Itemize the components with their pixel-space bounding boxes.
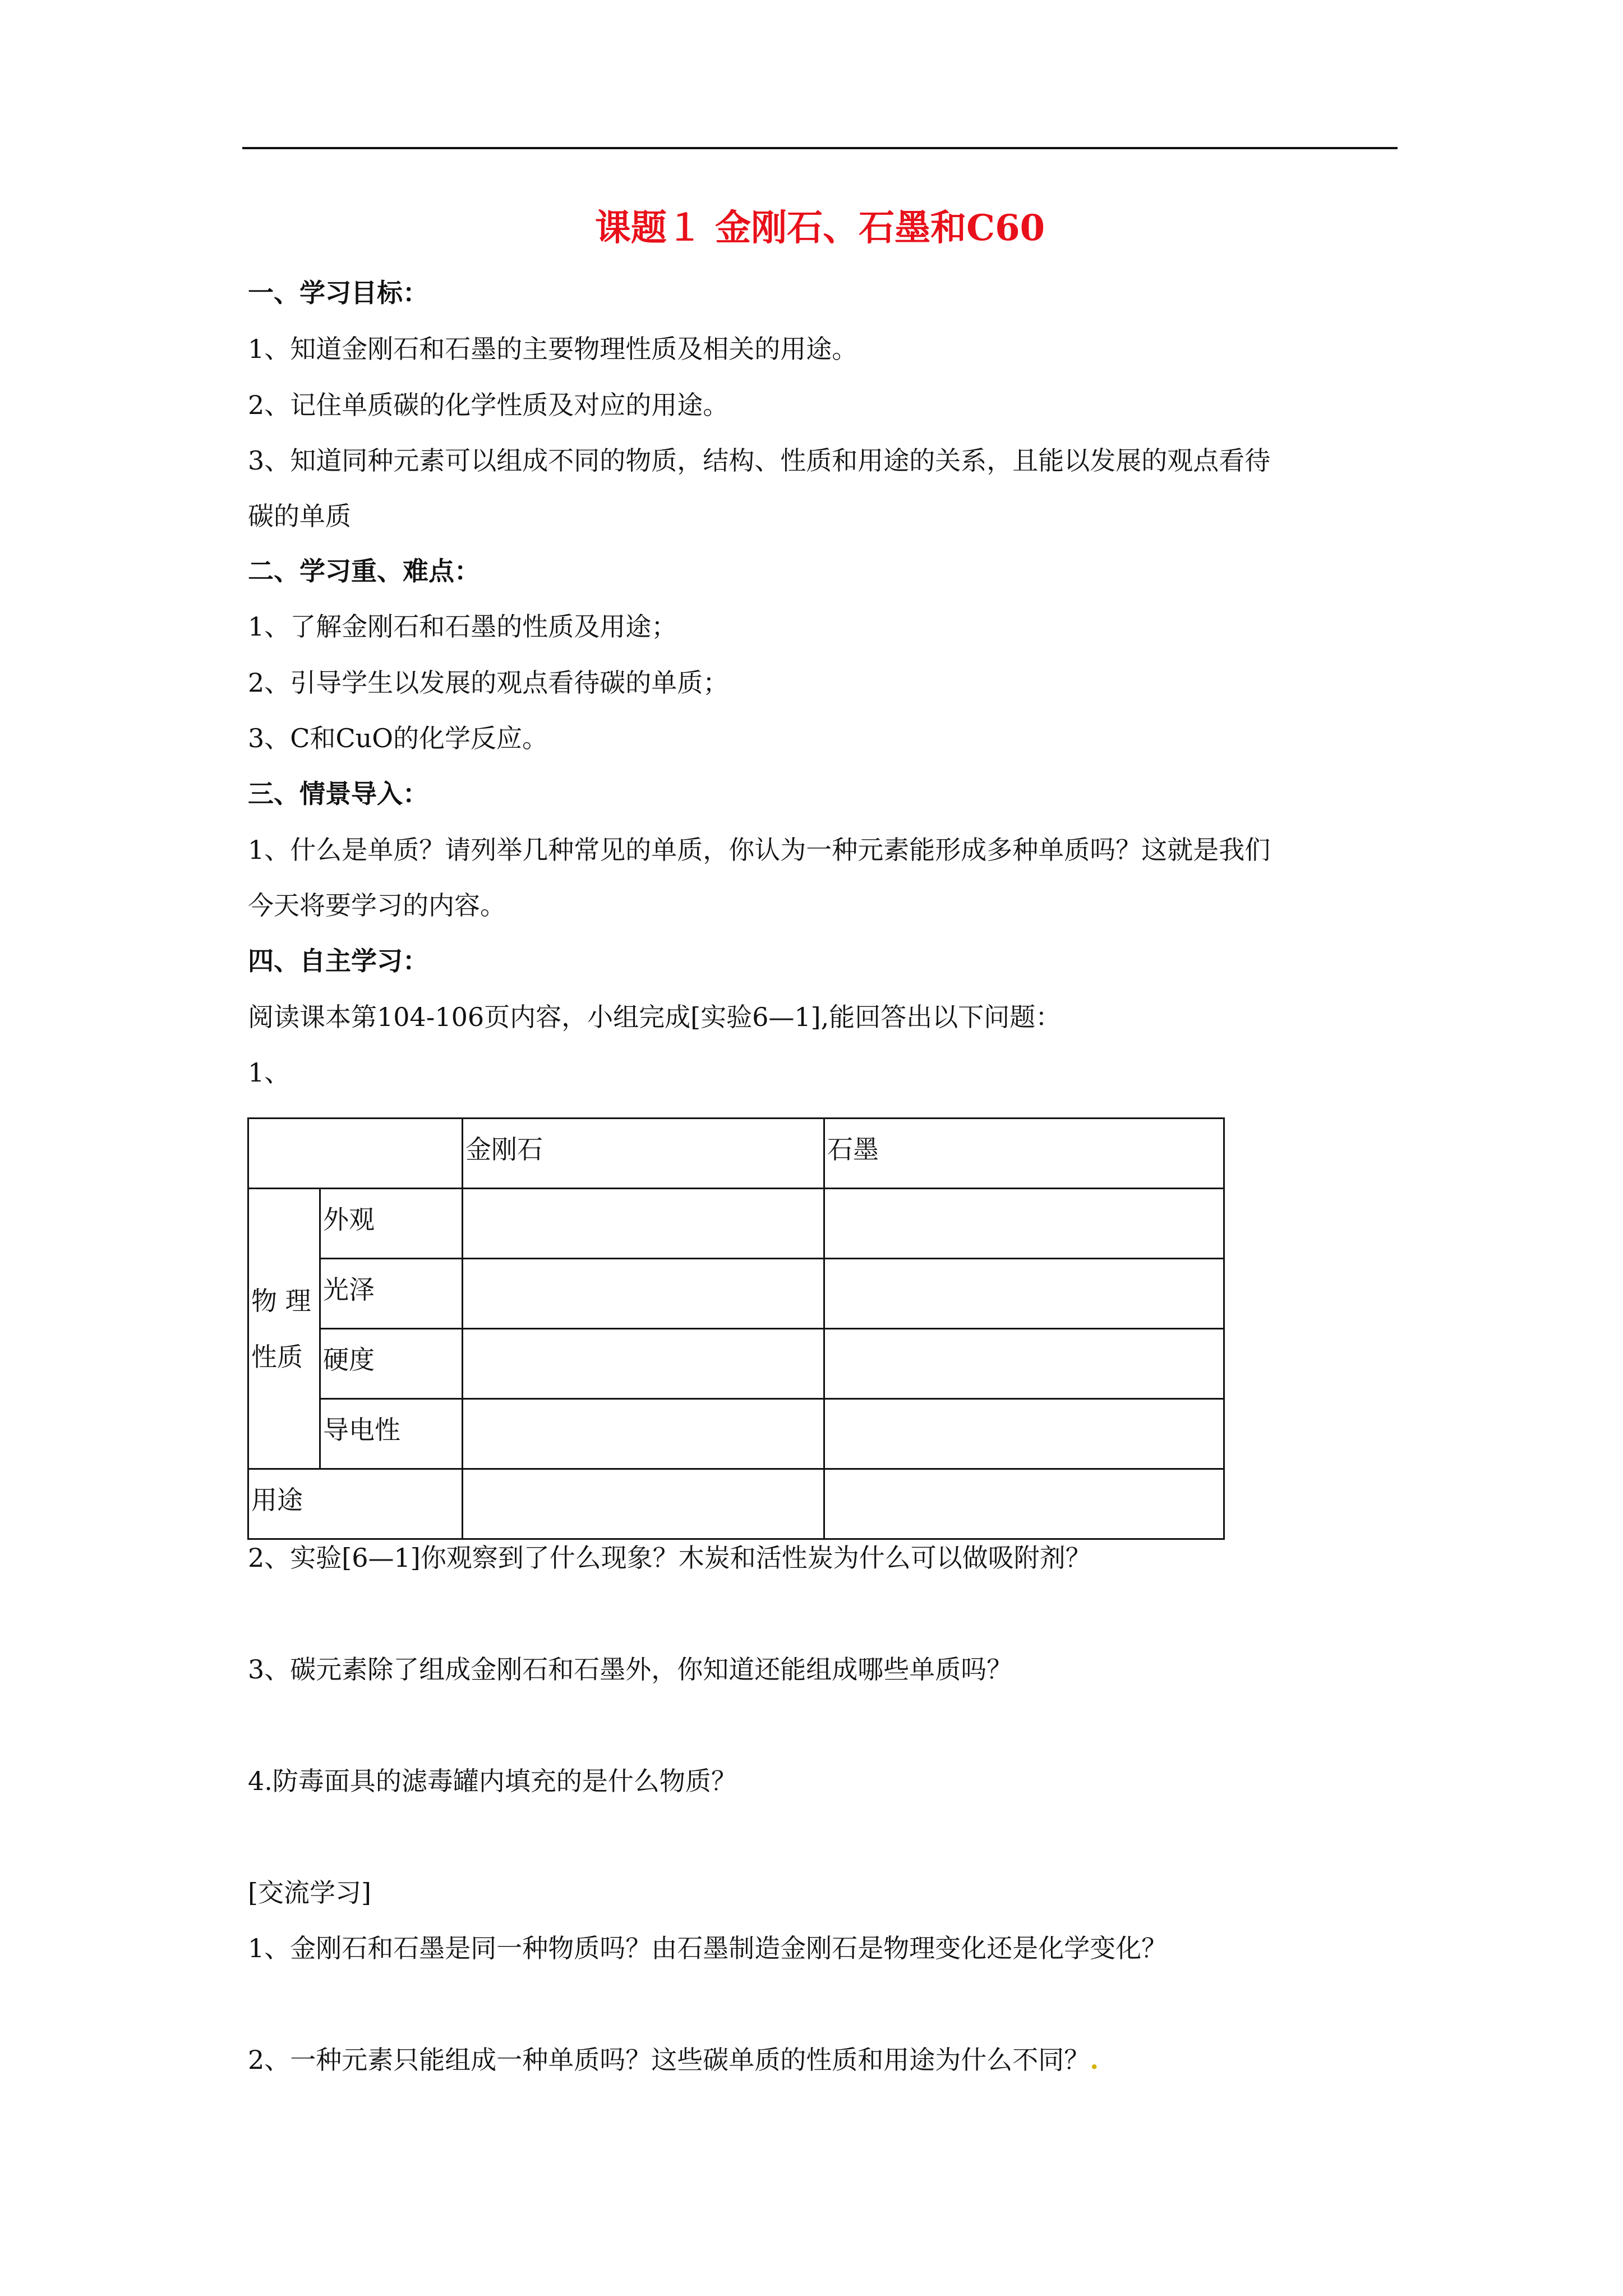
objective-item: 3、知道同种元素可以组成不同的物质，结构、性质和用途的关系，且能以发展的观点看待 [248,445,1271,476]
table-corner-cell [248,1119,463,1189]
table-row [248,1469,1224,1539]
answer-cell[interactable] [824,1259,1224,1329]
section-heading-key-points: 二、学习重、难点： [248,556,480,586]
objective-item-continued: 碳的单质 [248,501,351,531]
row-label-conductivity: 导电性 [320,1399,463,1469]
objective-item: 1、知道金刚石和石墨的主要物理性质及相关的用途。 [248,334,858,364]
answer-cell[interactable] [824,1189,1224,1259]
key-point-item: 2、引导学生以发展的观点看待碳的单质； [248,668,729,698]
answer-cell[interactable] [824,1469,1224,1539]
answer-cell[interactable] [463,1259,824,1329]
table-row [248,1259,1224,1329]
answer-cell[interactable] [824,1329,1224,1399]
answer-cell[interactable] [463,1399,824,1469]
answer-cell[interactable] [824,1399,1224,1469]
section-heading-introduction: 三、情景导入： [248,779,428,809]
question-1-label: 1、 [248,1057,291,1088]
question-2: 2、实验[6—1]你观察到了什么现象？木炭和活性炭为什么可以做吸附剂？ [248,1543,1091,1573]
answer-cell[interactable] [463,1189,824,1259]
page-title: 课题１ 金刚石、石墨和C60 [594,207,1045,249]
question-3: 3、碳元素除了组成金刚石和石墨外，你知道还能组成哪些单质吗？ [248,1654,1013,1685]
trailing-mark: . [1090,2045,1099,2075]
exchange-heading: [交流学习] [248,1878,371,1908]
row-label-hardness: 硬度 [320,1329,463,1399]
answer-cell[interactable] [463,1329,824,1399]
key-point-item: 1、了解金刚石和石墨的性质及用途； [248,611,677,642]
physical-properties-label: 物 理 性质 [248,1189,320,1469]
row-label-luster: 光泽 [320,1259,463,1329]
self-study-intro: 阅读课本第104-106页内容，小组完成[实验6—1],能回答出以下问题： [248,1002,1062,1032]
answer-cell[interactable] [463,1469,824,1539]
row-label-appearance: 外观 [320,1189,463,1259]
section-heading-self-study: 四、自主学习： [248,946,428,976]
properties-table [247,1117,1225,1540]
header-rule [242,147,1398,149]
row-label-uses: 用途 [248,1469,463,1539]
introduction-text-continued: 今天将要学习的内容。 [248,890,506,921]
exchange-question-2: 2、一种元素只能组成一种单质吗？这些碳单质的性质和用途为什么不同？. [248,2045,1099,2075]
column-header-diamond: 金刚石 [463,1119,824,1189]
exchange-question-1: 1、金刚石和石墨是同一种物质吗？由石墨制造金刚石是物理变化还是化学变化？ [248,1933,1168,1963]
table-row [248,1399,1224,1469]
section-heading-objectives: 一、学习目标： [248,278,428,308]
question-4: 4.防毒面具的滤毒罐内填充的是什么物质？ [248,1766,737,1796]
column-header-graphite: 石墨 [824,1119,1224,1189]
table-row [248,1329,1224,1399]
objective-item: 2、记住单质碳的化学性质及对应的用途。 [248,390,729,420]
table-row [248,1189,1224,1259]
key-point-item: 3、C和CuO的化学反应。 [248,723,548,753]
table-header-row [248,1119,1224,1189]
introduction-text: 1、什么是单质？请列举几种常见的单质，你认为一种元素能形成多种单质吗？这就是我们 [248,835,1271,865]
